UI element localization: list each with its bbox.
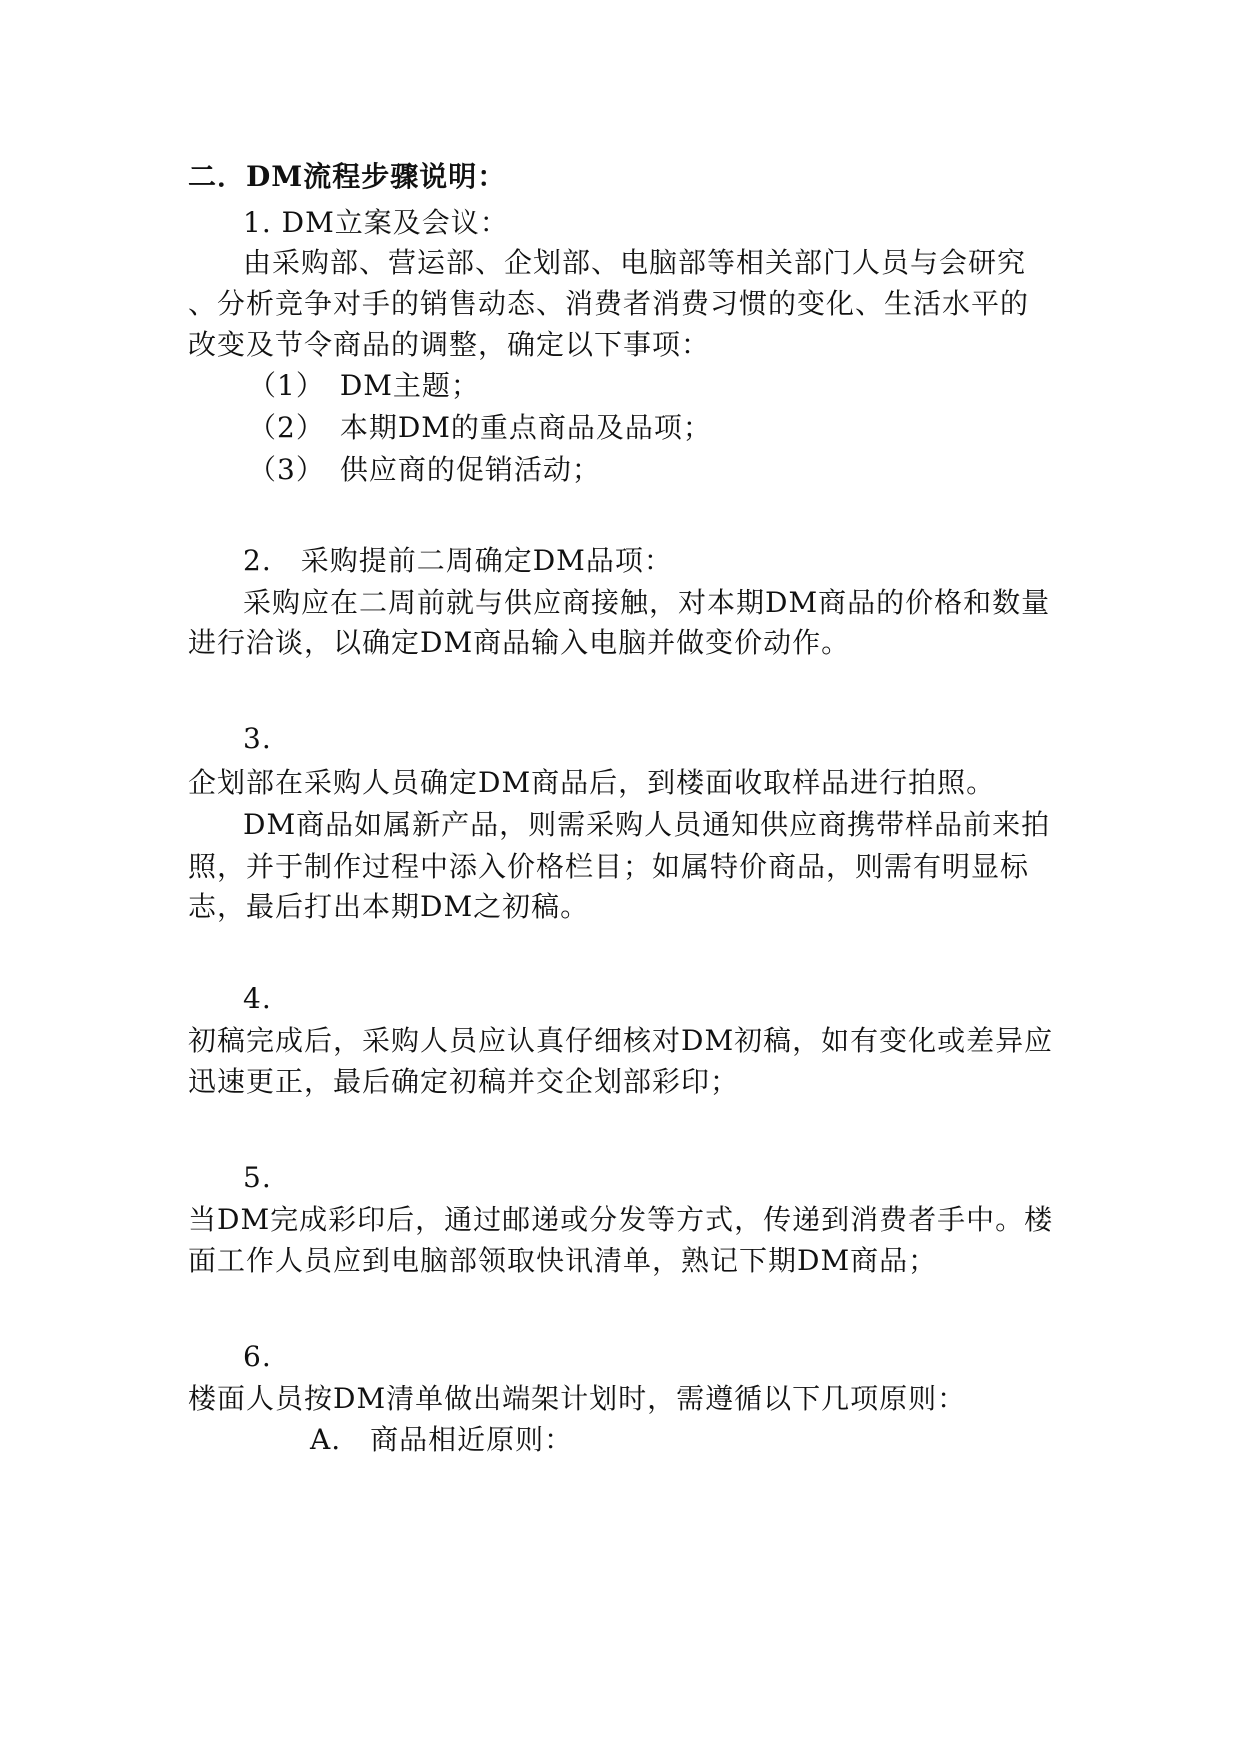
step-4-paragraph-line: 迅速更正，最后确定初稿并交企划部彩印； bbox=[188, 1065, 740, 1098]
step-6-number: 6. bbox=[243, 1340, 272, 1373]
step-1-title: 1. DM立案及会议： bbox=[243, 206, 509, 239]
step-4-number: 4. bbox=[243, 982, 272, 1015]
step-6-list-item: A. 商品相近原则： bbox=[310, 1423, 574, 1456]
step-3-paragraph-line: 企划部在采购人员确定DM商品后，到楼面收取样品进行拍照。 bbox=[188, 766, 996, 799]
step-1-list-item: （2） 本期DM的重点商品及品项； bbox=[248, 411, 712, 444]
step-2-paragraph-line: 进行洽谈，以确定DM商品输入电脑并做变价动作。 bbox=[188, 626, 851, 659]
step-3-paragraph-line: DM商品如属新产品，则需采购人员通知供应商携带样品前来拍 bbox=[243, 808, 1051, 841]
step-5-paragraph-line: 面工作人员应到电脑部领取快讯清单，熟记下期DM商品； bbox=[188, 1244, 938, 1277]
step-5-paragraph-line: 当DM完成彩印后，通过邮递或分发等方式，传递到消费者手中。楼 bbox=[188, 1203, 1054, 1236]
step-1-paragraph-line: 、分析竞争对手的销售动态、消费者消费习惯的变化、生活水平的 bbox=[188, 287, 1030, 320]
step-2-paragraph-line: 采购应在二周前就与供应商接触，对本期DM商品的价格和数量 bbox=[243, 586, 1051, 619]
step-3-number: 3. bbox=[243, 722, 272, 755]
section-heading: 二．DM流程步骤说明： bbox=[188, 160, 507, 193]
step-1-list-item: （3） 供应商的促销活动； bbox=[248, 453, 601, 486]
step-6-paragraph-line: 楼面人员按DM清单做出端架计划时，需遵循以下几项原则： bbox=[188, 1382, 967, 1415]
step-3-paragraph-line: 志，最后打出本期DM之初稿。 bbox=[188, 890, 590, 923]
step-1-paragraph-line: 由采购部、营运部、企划部、电脑部等相关部门人员与会研究 bbox=[243, 246, 1027, 279]
step-4-paragraph-line: 初稿完成后，采购人员应认真仔细核对DM初稿，如有变化或差异应 bbox=[188, 1024, 1054, 1057]
step-1-list-item: （1） DM主题； bbox=[248, 369, 480, 402]
step-5-number: 5. bbox=[243, 1161, 272, 1194]
step-1-paragraph-line: 改变及节令商品的调整，确定以下事项： bbox=[188, 328, 711, 361]
step-3-paragraph-line: 照，并于制作过程中添入价格栏目；如属特价商品，则需有明显标 bbox=[188, 850, 1030, 883]
step-2-title: 2. 采购提前二周确定DM品项： bbox=[243, 544, 673, 577]
